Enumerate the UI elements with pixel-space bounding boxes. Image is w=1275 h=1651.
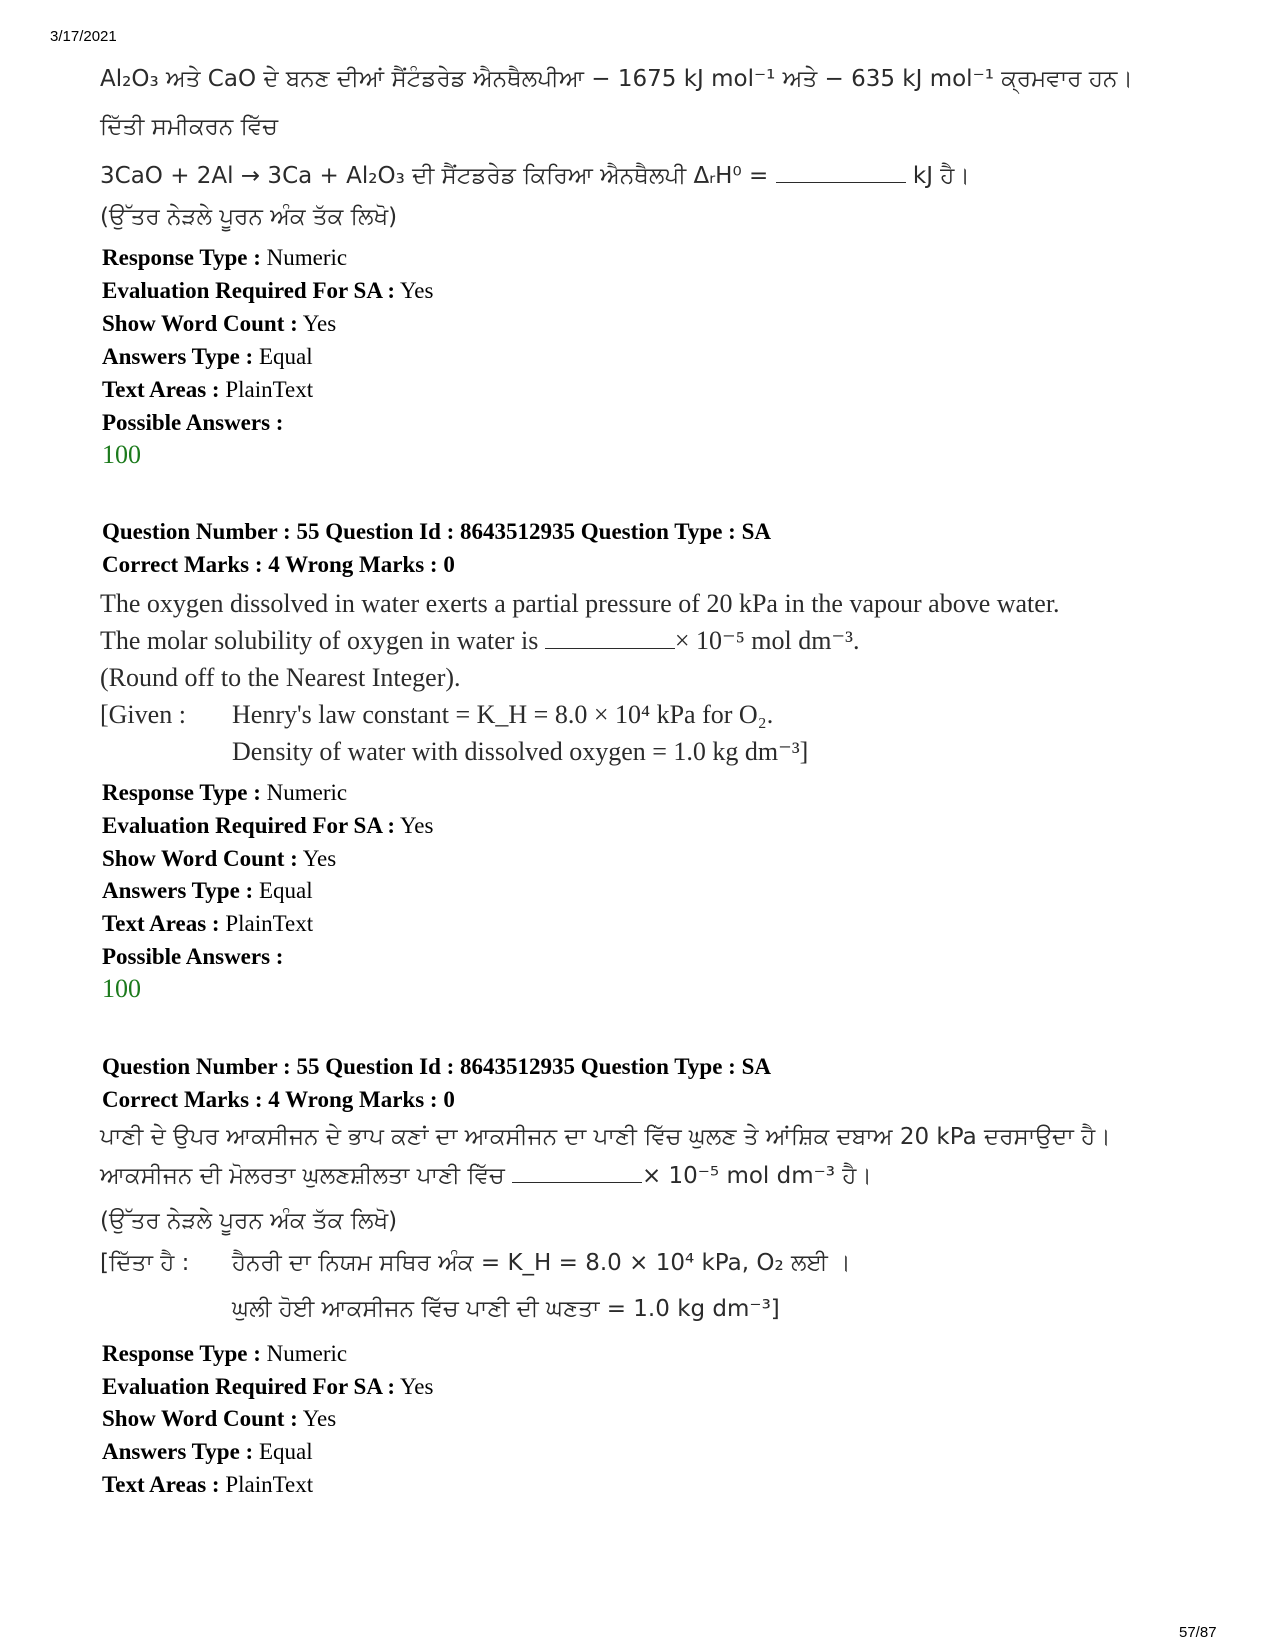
response-type-row: Response Type : Numeric [102, 1341, 348, 1366]
question-text-line: Al₂O₃ ਅਤੇ CaO ਦੇ ਬਨਣ ਦੀਆਂ ਸੈਂਟੰਡਰੇਡ ਐਨਥੈਲਪੀਆ − 1675 kJ mol⁻¹ ਅਤੇ − 635 kJ mol⁻¹ ਕ੍ਰਮਵਾਰ ਹਨ। [100, 66, 1133, 92]
answers-type-row: Answers Type : Equal [102, 1439, 313, 1464]
question-text-line: The molar solubility of oxygen in water is × 10⁻⁵ mol dm⁻³. [100, 626, 860, 655]
question-marks: Correct Marks : 4 Wrong Marks : 0 [102, 1087, 455, 1112]
question-instruction: (ਉੱਤਰ ਨੇੜਲੇ ਪੂਰਨ ਅੰਕ ਤੱਕ ਲਿਖੋ) [100, 204, 398, 230]
evaluation-required-row: Evaluation Required For SA : Yes [102, 1374, 434, 1399]
question-text-line: ਦਿੱਤੀ ਸਮੀਕਰਨ ਵਿੱਚ [100, 114, 278, 140]
answers-type-row: Answers Type : Equal [102, 878, 313, 903]
response-type-row: Response Type : Numeric [102, 780, 348, 805]
possible-answer-value: 100 [102, 440, 141, 469]
equation-unit: kJ ਹੈ। [905, 163, 970, 189]
given-density: Density of water with dissolved oxygen = 1.0 kg dm⁻³] [232, 737, 809, 766]
question-text-line [100, 162, 970, 188]
question-instruction: (ਉੱਤਰ ਨੇੜਲੇ ਪੂਰਨ ਅੰਕ ਤੱਕ ਲਿਖੋ) [100, 1208, 398, 1234]
show-word-count-row: Show Word Count : Yes [102, 311, 337, 336]
possible-answer-value: 100 [102, 974, 141, 1003]
question-text-line: ਆਕਸੀਜਨ ਦੀ ਮੋਲਰਤਾ ਘੁਲਣਸ਼ੀਲਤਾ ਪਾਣੀ ਵਿੱਚ × 10⁻⁵ mol dm⁻³ ਹੈ। [100, 1163, 872, 1189]
possible-answers-label: Possible Answers : [102, 944, 284, 969]
question-marks: Correct Marks : 4 Wrong Marks : 0 [102, 552, 455, 577]
print-date: 3/17/2021 [50, 28, 117, 45]
text-areas-row: Text Areas : PlainText [102, 377, 314, 402]
given-density: ਘੁਲੀ ਹੋਈ ਆਕਸੀਜਨ ਵਿੱਚ ਪਾਣੀ ਦੀ ਘਣਤਾ = 1.0 kg dm⁻³] [232, 1296, 780, 1322]
given-henry-constant: Henry's law constant = K_H = 8.0 × 10⁴ kPa for O₂. [232, 700, 774, 729]
text-areas-row: Text Areas : PlainText [102, 911, 314, 936]
answers-type-row: Answers Type : Equal [102, 344, 313, 369]
show-word-count-row: Show Word Count : Yes [102, 1406, 337, 1431]
given-label: [ਦਿੱਤਾ ਹੈ : [100, 1250, 190, 1276]
answer-blank [545, 628, 675, 649]
question-header: Question Number : 55 Question Id : 8643512935 Question Type : SA [102, 519, 771, 544]
equation-text: 3CaO + 2Al → 3Ca + Al₂O₃ ਦੀ ਸੈਂਟਡਰੇਡ ਕਿਰਿਆ ਐਨਥੈਲਪੀ ΔᵣH⁰ = [100, 163, 776, 189]
question-header: Question Number : 55 Question Id : 8643512935 Question Type : SA [102, 1054, 771, 1079]
evaluation-required-row: Evaluation Required For SA : Yes [102, 278, 434, 303]
answer-blank [776, 162, 906, 183]
answer-blank [512, 1162, 642, 1183]
question-instruction: (Round off to the Nearest Integer). [100, 663, 461, 692]
question-text-line: The oxygen dissolved in water exerts a partial pressure of 20 kPa in the vapour above water. [100, 589, 1060, 618]
given-henry-constant: ਹੈਨਰੀ ਦਾ ਨਿਯਮ ਸਥਿਰ ਅੰਕ = K_H = 8.0 × 10⁴ kPa, O₂ ਲਈ । [232, 1250, 851, 1276]
possible-answers-label: Possible Answers : [102, 410, 284, 435]
text-areas-row: Text Areas : PlainText [102, 1472, 314, 1497]
given-label: [Given : [100, 700, 186, 729]
response-type-row: Response Type : Numeric [102, 245, 348, 270]
show-word-count-row: Show Word Count : Yes [102, 846, 337, 871]
evaluation-required-row: Evaluation Required For SA : Yes [102, 813, 434, 838]
question-text-line: ਪਾਣੀ ਦੇ ਉਪਰ ਆਕਸੀਜਨ ਦੇ ਭਾਪ ਕਣਾਂ ਦਾ ਆਕਸੀਜਨ ਦਾ ਪਾਣੀ ਵਿੱਚ ਘੁਲਣ ਤੇ ਆਂਸ਼ਿਕ ਦਬਾਅ 20 kPa ਦਰਸਾਉਦਾ ਹੈ। [100, 1124, 1111, 1150]
page-number: 57/87 [1179, 1624, 1217, 1641]
